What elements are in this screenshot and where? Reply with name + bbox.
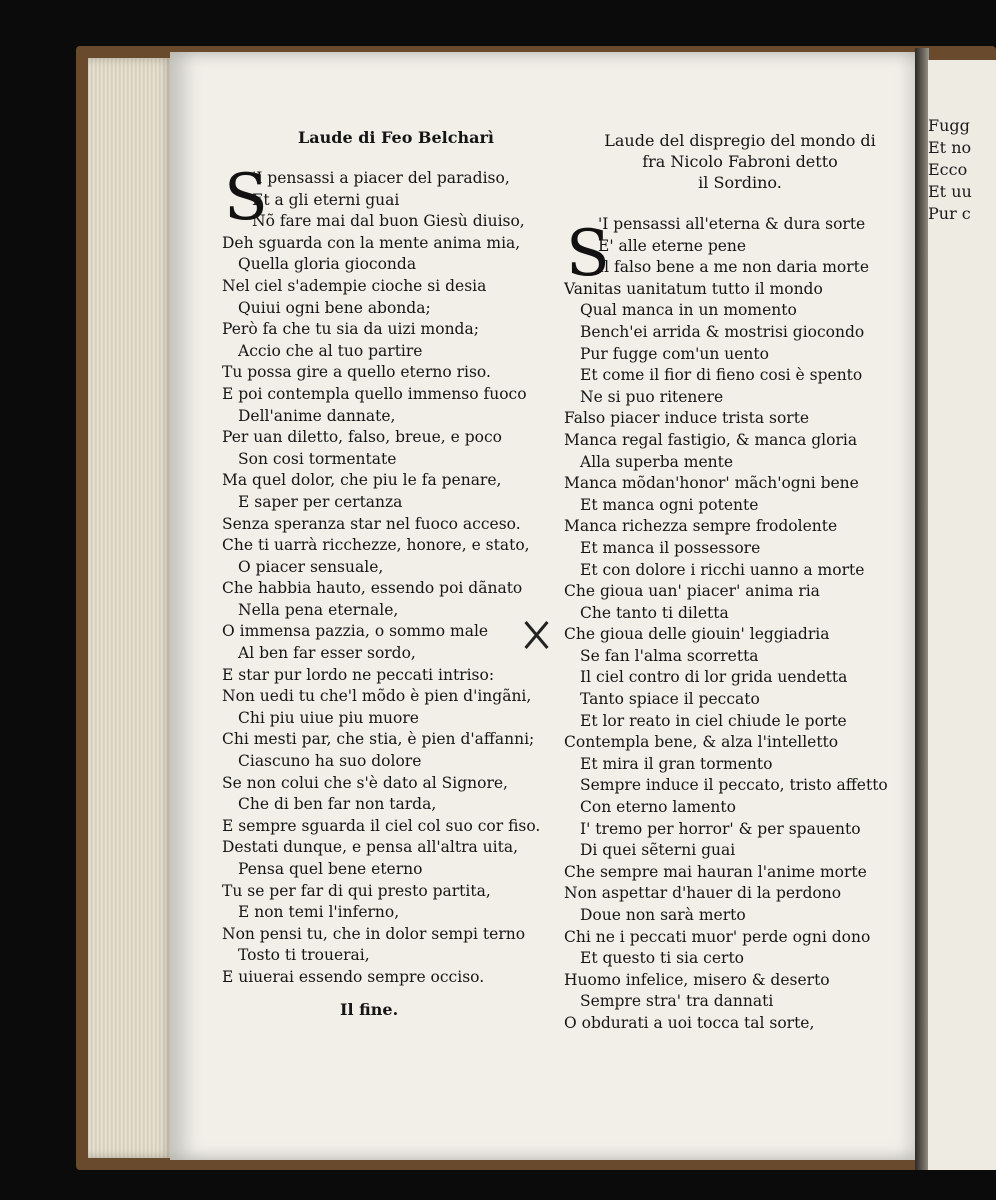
- right-heading-line: Laude del dispregio del mondo di: [604, 131, 876, 150]
- poem-line: Nõ fare mai dal buon Giesù diuiso,: [252, 212, 525, 231]
- poem-line: Chi piu uiue piu muore: [238, 708, 419, 727]
- poem-line: Vanitas uanitatum tutto il mondo: [564, 279, 823, 298]
- poem-line: Pensa quel bene eterno: [238, 860, 423, 878]
- poem-line: Chi ne i peccati muor' perde ogni dono: [564, 927, 871, 946]
- left-fine: Il fine.: [340, 1000, 399, 1019]
- poem-line: Non pensi tu, che in dolor sempi terno: [222, 924, 526, 943]
- poem-line: Che tanto ti diletta: [580, 603, 729, 622]
- poem-line: Tosto ti trouerai,: [238, 946, 370, 965]
- poem-line: Doue non sarà merto: [580, 906, 746, 924]
- poem-line: Che ti uarrà ricchezze, honore, e stato,: [222, 536, 530, 555]
- poem-line: Non uedi tu che'l mõdo è pien d'ingãni,: [222, 687, 532, 706]
- poem-line: Bench'ei arrida & mostrisi giocondo: [580, 322, 865, 341]
- poem-line: Pur fugge com'un uento: [580, 344, 769, 363]
- poem-line: Che gioua delle giouin' leggiadria: [564, 625, 830, 644]
- poem-line: Quella gloria gioconda: [238, 255, 417, 274]
- next-page-line: Ecco: [928, 160, 968, 179]
- poem-line: Sempre induce il peccato, tristo affetto: [580, 776, 888, 795]
- poem-line: Non aspettar d'hauer di la perdono: [564, 884, 842, 903]
- poem-line: E' alle eterne pene: [598, 236, 747, 255]
- poem-line: O piacer sensuale,: [238, 557, 384, 576]
- poem-line: Se non colui che s'è dato al Signore,: [222, 773, 508, 792]
- poem-line: Et mira il gran tormento: [580, 754, 773, 773]
- poem-line: Manca regal fastigio, & manca gloria: [564, 430, 858, 449]
- next-page-line: Fugg: [928, 116, 970, 135]
- next-page-fragment: [928, 60, 996, 1170]
- poem-line: Son cosi tormentate: [238, 449, 397, 468]
- left-drop-cap: S: [224, 161, 268, 235]
- poem-line: Con eterno lamento: [580, 798, 736, 817]
- poem-line: E star pur lordo ne peccati intriso:: [222, 665, 495, 684]
- poem-line: E non temi l'inferno,: [238, 903, 400, 922]
- poem-line: Il ciel contro di lor grida uendetta: [580, 668, 848, 687]
- x-mark-annotation: [522, 620, 552, 650]
- poem-line: Chi mesti par, che stia, è pien d'affanni;: [222, 730, 535, 749]
- poem-line: Se fan l'alma scorretta: [580, 646, 759, 665]
- poem-line: Dell'anime dannate,: [238, 406, 396, 425]
- poem-line: E poi contempla quello immenso fuoco: [222, 384, 527, 403]
- poem-line: Tu possa gire a quello eterno riso.: [222, 363, 491, 382]
- poem-line: O immensa pazzia, o sommo male: [222, 622, 489, 641]
- poem-line: Sempre stra' tra dannati: [580, 992, 774, 1011]
- next-page-line: Et uu: [928, 182, 972, 201]
- poem-line: O obdurati a uoi tocca tal sorte,: [564, 1013, 815, 1032]
- poem-line: 'I pensassi all'eterna & dura sorte: [598, 215, 866, 233]
- left-heading: Laude di Feo Belcharì: [298, 128, 494, 147]
- page-edges: [88, 58, 174, 1158]
- poem-line: Et con dolore i ricchi uanno a morte: [580, 560, 865, 579]
- poem-line: Ma quel dolor, che piu le fa penare,: [222, 471, 502, 490]
- poem-line: Falso piacer induce trista sorte: [564, 409, 810, 428]
- poem-line: Il falso bene a me non daria morte: [598, 258, 870, 277]
- poem-line: Che di ben far non tarda,: [238, 795, 437, 814]
- poem-line: Destati dunque, e pensa all'altra uita,: [222, 838, 519, 857]
- poem-line: Qual manca in un momento: [580, 301, 797, 320]
- poem-line: E saper per certanza: [238, 492, 403, 511]
- right-poem: [564, 214, 909, 1035]
- poem-line: Deh sguarda con la mente anima mia,: [222, 233, 521, 252]
- poem-line: Che habbia hauto, essendo poi dãnato: [222, 579, 523, 598]
- poem-line: Contempla bene, & alza l'intelletto: [564, 733, 839, 752]
- right-heading: [590, 130, 890, 193]
- poem-line: Alla superba mente: [580, 452, 734, 471]
- poem-line: Però fa che tu sia da uizi monda;: [222, 320, 479, 339]
- next-page-line: Pur c: [928, 204, 971, 223]
- poem-line: Et manca ogni potente: [580, 495, 759, 514]
- poem-line: Senza speranza star nel fuoco acceso.: [222, 514, 521, 533]
- poem-line: E sempre sguarda il ciel col suo cor fiso.: [222, 816, 541, 835]
- right-heading-line: fra Nicolo Fabroni detto: [642, 152, 838, 171]
- book-gutter: [915, 48, 929, 1170]
- poem-line: Nel ciel s'adempie cioche si desia: [222, 276, 487, 295]
- poem-line: Et come il fior di fieno cosi è spento: [580, 366, 863, 385]
- poem-line: Che gioua uan' piacer' anima ria: [564, 582, 820, 601]
- poem-line: Ne si puo ritenere: [580, 387, 724, 406]
- left-poem: [222, 161, 562, 989]
- poem-line: Et a gli eterni guai: [252, 190, 400, 209]
- poem-line: E uiuerai essendo sempre occiso.: [222, 967, 485, 986]
- poem-line: Quiui ogni bene abonda;: [238, 298, 431, 317]
- poem-line: Accio che al tuo partire: [238, 341, 423, 360]
- right-heading-line: il Sordino.: [698, 173, 782, 192]
- poem-line: I' tremo per horror' & per spauento: [580, 819, 861, 838]
- poem-line: Di quei sẽterni guai: [580, 841, 736, 860]
- poem-line: Tu se per far di qui presto partita,: [222, 881, 491, 900]
- right-drop-cap: S: [566, 217, 610, 291]
- poem-line: 'I pensassi a piacer del paradiso,: [252, 169, 510, 187]
- next-page-line: Et no: [928, 138, 972, 157]
- poem-line: Che sempre mai hauran l'anime morte: [564, 862, 867, 881]
- poem-line: Tanto spiace il peccato: [580, 690, 760, 709]
- poem-line: Manca richezza sempre frodolente: [564, 517, 838, 536]
- poem-line: Al ben far esser sordo,: [238, 644, 416, 663]
- poem-line: Et lor reato in ciel chiude le porte: [580, 711, 847, 730]
- poem-line: Et questo ti sia certo: [580, 949, 745, 968]
- poem-line: Huomo infelice, misero & deserto: [564, 970, 830, 989]
- poem-line: Nella pena eternale,: [238, 600, 399, 619]
- poem-line: Ciascuno ha suo dolore: [238, 752, 422, 771]
- poem-line: Per uan diletto, falso, breue, e poco: [222, 428, 502, 447]
- poem-line: Et manca il possessore: [580, 538, 761, 557]
- poem-line: Manca mõdan'honor' mãch'ogni bene: [564, 474, 859, 493]
